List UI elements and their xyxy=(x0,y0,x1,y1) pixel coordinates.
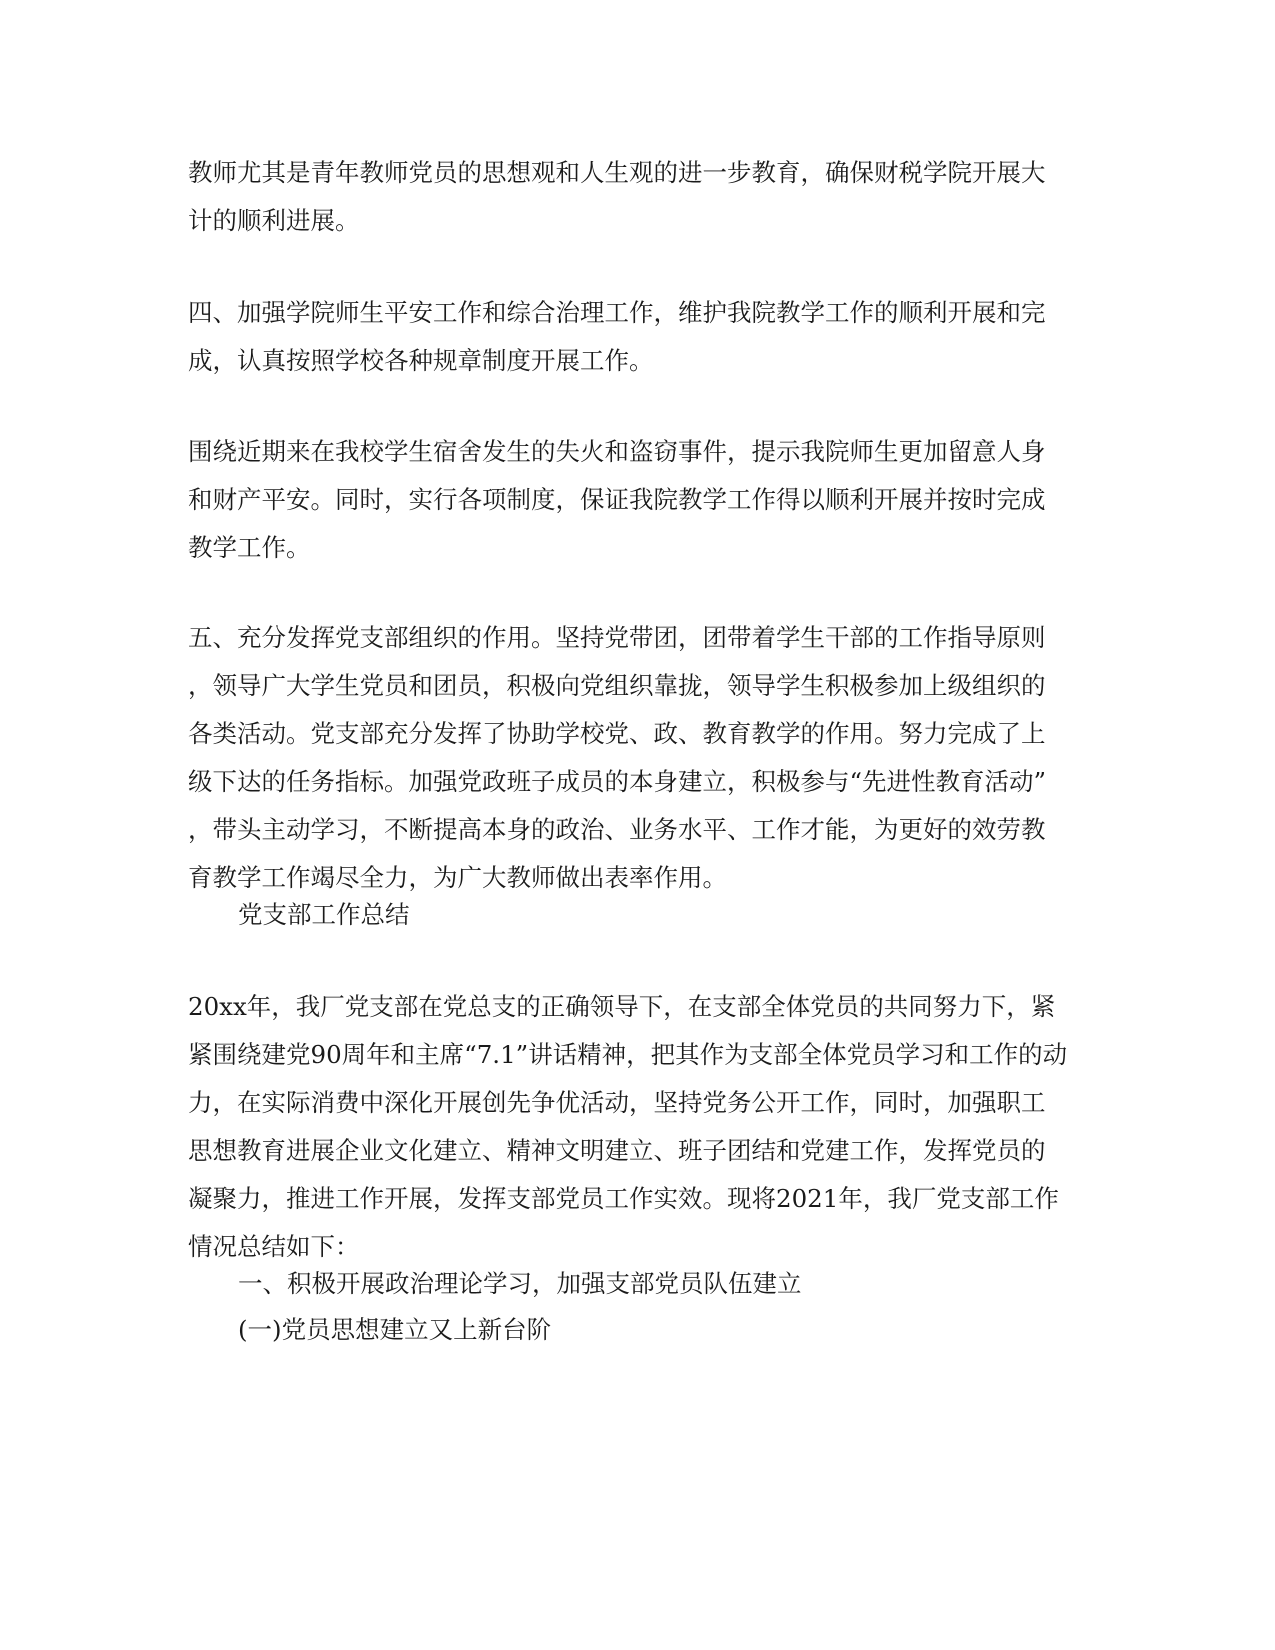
text-line: ，带头主动学习，不断提高本身的政治、业务水平、工作才能，为更好的效劳教 xyxy=(188,815,1046,844)
text-line: ，领导广大学生党员和团员，积极向党组织靠拢，领导学生积极参加上级组织的 xyxy=(188,671,1046,700)
text-line: 各类活动。党支部充分发挥了协助学校党、政、教育教学的作用。努力完成了上 xyxy=(188,719,1046,748)
paragraph-summary-intro xyxy=(188,983,1088,1271)
text-line: 成，认真按照学校各种规章制度开展工作。 xyxy=(188,346,654,375)
paragraph-section-four xyxy=(188,289,1088,385)
text-line: 力，在实际消费中深化开展创先争优活动，坚持党务公开工作，同时，加强职工 xyxy=(188,1088,1046,1117)
text-line: 育教学工作竭尽全力，为广大教师做出表率作用。 xyxy=(188,863,727,892)
paragraph-teacher-education xyxy=(188,149,1088,245)
heading-section-one xyxy=(238,1260,1138,1308)
text-line: 凝聚力，推进工作开展，发挥支部党员工作实效。现将2021年，我厂党支部工作 xyxy=(188,1184,1059,1213)
paragraph-safety xyxy=(188,428,1088,572)
text-line: 和财产平安。同时，实行各项制度，保证我院教学工作得以顺利开展并按时完成 xyxy=(188,485,1046,514)
text-line: 级下达的任务指标。加强党政班子成员的本身建立，积极参与“先进性教育活动” xyxy=(188,767,1047,796)
heading-line: 一、积极开展政治理论学习，加强支部党员队伍建立 xyxy=(238,1269,802,1298)
text-line: 教师尤其是青年教师党员的思想观和人生观的进一步教育，确保财税学院开展大 xyxy=(188,158,1046,187)
text-line: 情况总结如下： xyxy=(188,1232,360,1261)
heading-subsection-one xyxy=(238,1306,1138,1354)
text-line: 思想教育进展企业文化建立、精神文明建立、班子团结和党建工作，发挥党员的 xyxy=(188,1136,1046,1165)
text-line: 围绕近期来在我校学生宿舍发生的失火和盗窃事件，提示我院师生更加留意人身 xyxy=(188,437,1046,466)
text-line: 四、加强学院师生平安工作和综合治理工作，维护我院教学工作的顺利开展和完 xyxy=(188,298,1046,327)
text-line: 五、充分发挥党支部组织的作用。坚持党带团，团带着学生干部的工作指导原则 xyxy=(188,623,1046,652)
document-title xyxy=(238,891,1138,939)
text-line: 计的顺利进展。 xyxy=(188,206,360,235)
text-line: 20xx年，我厂党支部在党总支的正确领导下，在支部全体党员的共同努力下，紧 xyxy=(188,992,1056,1021)
text-line: 教学工作。 xyxy=(188,533,311,562)
title-line: 党支部工作总结 xyxy=(238,900,410,929)
heading-line: (一)党员思想建立又上新台阶 xyxy=(238,1315,552,1344)
text-line: 紧围绕建党90周年和主席“7.1”讲话精神，把其作为支部全体党员学习和工作的动 xyxy=(188,1040,1068,1069)
paragraph-section-five xyxy=(188,614,1088,902)
